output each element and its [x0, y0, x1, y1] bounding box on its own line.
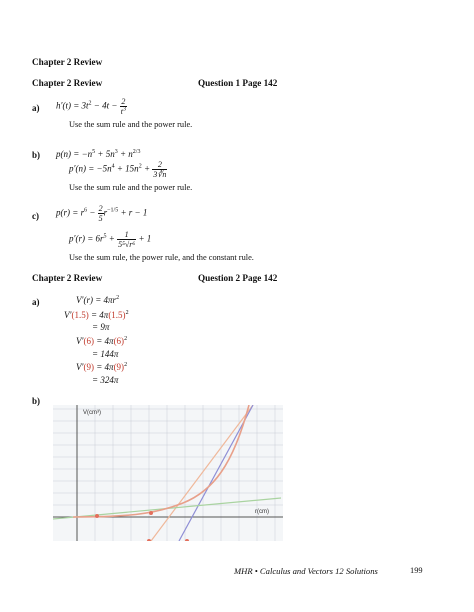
- q1b-l2-plus: +: [141, 163, 153, 174]
- q1c-l1-r: r: [103, 207, 108, 218]
- q2-header-left: Chapter 2 Review: [32, 273, 103, 283]
- q1a-note: Use the sum rule and the power rule.: [69, 120, 193, 129]
- q1c-l1-pre: p(r) = r: [56, 207, 85, 218]
- q1c-l2-post: + 1: [136, 233, 152, 244]
- q1b-l1-mid2: + n: [117, 149, 133, 159]
- q1b-l2-e2: 2: [138, 163, 142, 170]
- q1a-label: a): [32, 103, 40, 113]
- q1c-l2-e1: 5: [103, 233, 107, 240]
- q2a-line7: = 324π: [92, 375, 119, 385]
- q2b-label: b): [32, 396, 41, 406]
- q2a-line2: [64, 310, 129, 320]
- q1b-l1-mid1: + 5n: [95, 149, 115, 159]
- q2a-line1: [76, 295, 119, 305]
- q2a-l6-pre: V′: [76, 362, 84, 372]
- q1a-frac-den-exp: 3: [122, 106, 126, 113]
- q1b-l1-e1: 5: [92, 149, 96, 155]
- q2a-label: a): [32, 297, 40, 307]
- q1a-lhs: h′(t) = 3t: [56, 100, 89, 111]
- q2a-l6-mid: = 4π: [93, 362, 114, 372]
- q1b-l2-frac-den: 3∛n: [153, 170, 167, 179]
- q1b-l2-e1: 4: [111, 163, 115, 170]
- q1c-l2-fraction: [117, 230, 136, 249]
- q1c-l2-pre: p′(r) = 6r: [69, 233, 104, 244]
- q2a-line4: [76, 336, 127, 346]
- q1c-line1: [56, 204, 147, 223]
- footer-text: MHR • Calculus and Vectors 12 Solutions: [234, 566, 378, 576]
- q1c-l1-e2: −1/5: [107, 207, 119, 214]
- q1c-l2-frac-den: 5⁵√r⁶: [118, 240, 136, 249]
- q1b-l2-pre: p′(n) = −5n: [69, 163, 112, 174]
- tangent-point-1: [95, 514, 99, 518]
- q2a-line3: = 9π: [92, 322, 110, 332]
- q1b-line2: [69, 160, 167, 179]
- q1b-line1: [56, 149, 140, 159]
- q2a-l2-arg: (1.5): [71, 310, 89, 320]
- q1a-frac-den-base: t: [120, 107, 123, 116]
- q1b-l1-e3: 2/3: [132, 149, 141, 155]
- q1b-l2-mid: + 15n: [114, 163, 139, 174]
- q1-header-right: Question 1 Page 142: [198, 78, 278, 88]
- q1c-l1-e1: 6: [84, 207, 88, 214]
- page-number: 199: [410, 566, 423, 575]
- q1a-exp1: 2: [88, 100, 92, 107]
- q1c-l1-frac-num: 2: [98, 204, 103, 213]
- q1b-note: Use the sum rule and the power rule.: [69, 183, 193, 192]
- q2a-l2-pre: V′: [64, 310, 72, 320]
- y-axis-label: V(cm³): [83, 410, 101, 416]
- q2a-l2-arg2: (1.5): [108, 310, 126, 320]
- q1b-l2-fraction: [152, 160, 167, 179]
- q1b-l2-frac-num: 2: [157, 160, 162, 169]
- q2a-l1-exp: 2: [116, 295, 120, 301]
- q1a-equation: [56, 97, 127, 116]
- q1c-l1-post: + r − 1: [118, 207, 148, 218]
- q2-header-right: Question 2 Page 142: [198, 273, 278, 283]
- q2a-line6: [76, 362, 127, 372]
- q1a-fraction: [120, 97, 127, 116]
- q1c-label: c): [32, 211, 39, 221]
- q1a-frac-den: [120, 106, 127, 116]
- q1-header-left: Chapter 2 Review: [32, 78, 103, 88]
- q1b-l1-pre: p(n) = −n: [56, 149, 93, 159]
- q1b-label: b): [32, 150, 41, 160]
- q2a-l6-arg2: (9): [113, 362, 125, 372]
- q1c-l2-plus: +: [106, 233, 118, 244]
- volume-graph: [53, 405, 283, 541]
- q2a-l4-exp: 2: [124, 336, 128, 342]
- tangent-point-2: [149, 511, 153, 515]
- q2a-l2-exp: 2: [125, 310, 129, 316]
- q2a-l6-exp: 2: [124, 362, 128, 368]
- q2a-line5: = 144π: [92, 349, 119, 359]
- page-title: Chapter 2 Review: [32, 57, 103, 67]
- q1b-l1-e2: 3: [114, 149, 118, 155]
- q2a-l6-arg: (9): [83, 362, 94, 372]
- q1a-mid: − 4t −: [91, 100, 120, 111]
- graph-background: [53, 405, 283, 541]
- q2a-l4-arg: (6): [83, 336, 94, 346]
- q1c-l2-frac-num: 1: [124, 230, 129, 239]
- q1a-frac-num: 2: [121, 97, 126, 106]
- q1c-line2: [69, 230, 151, 249]
- q2a-l4-mid: = 4π: [93, 336, 114, 346]
- q1c-note: Use the sum rule, the power rule, and the constant rule.: [69, 253, 254, 262]
- q2a-l1-pre: V′(r) = 4πr: [76, 295, 117, 305]
- q2a-l2-mid: = 4π: [88, 310, 109, 320]
- x-axis-label: r(cm): [255, 509, 269, 515]
- q2a-l4-pre: V′: [76, 336, 84, 346]
- q2a-l4-arg2: (6): [113, 336, 125, 346]
- q1c-l1-mid: −: [87, 207, 98, 218]
- q1c-l1-frac-den: 5: [98, 214, 103, 223]
